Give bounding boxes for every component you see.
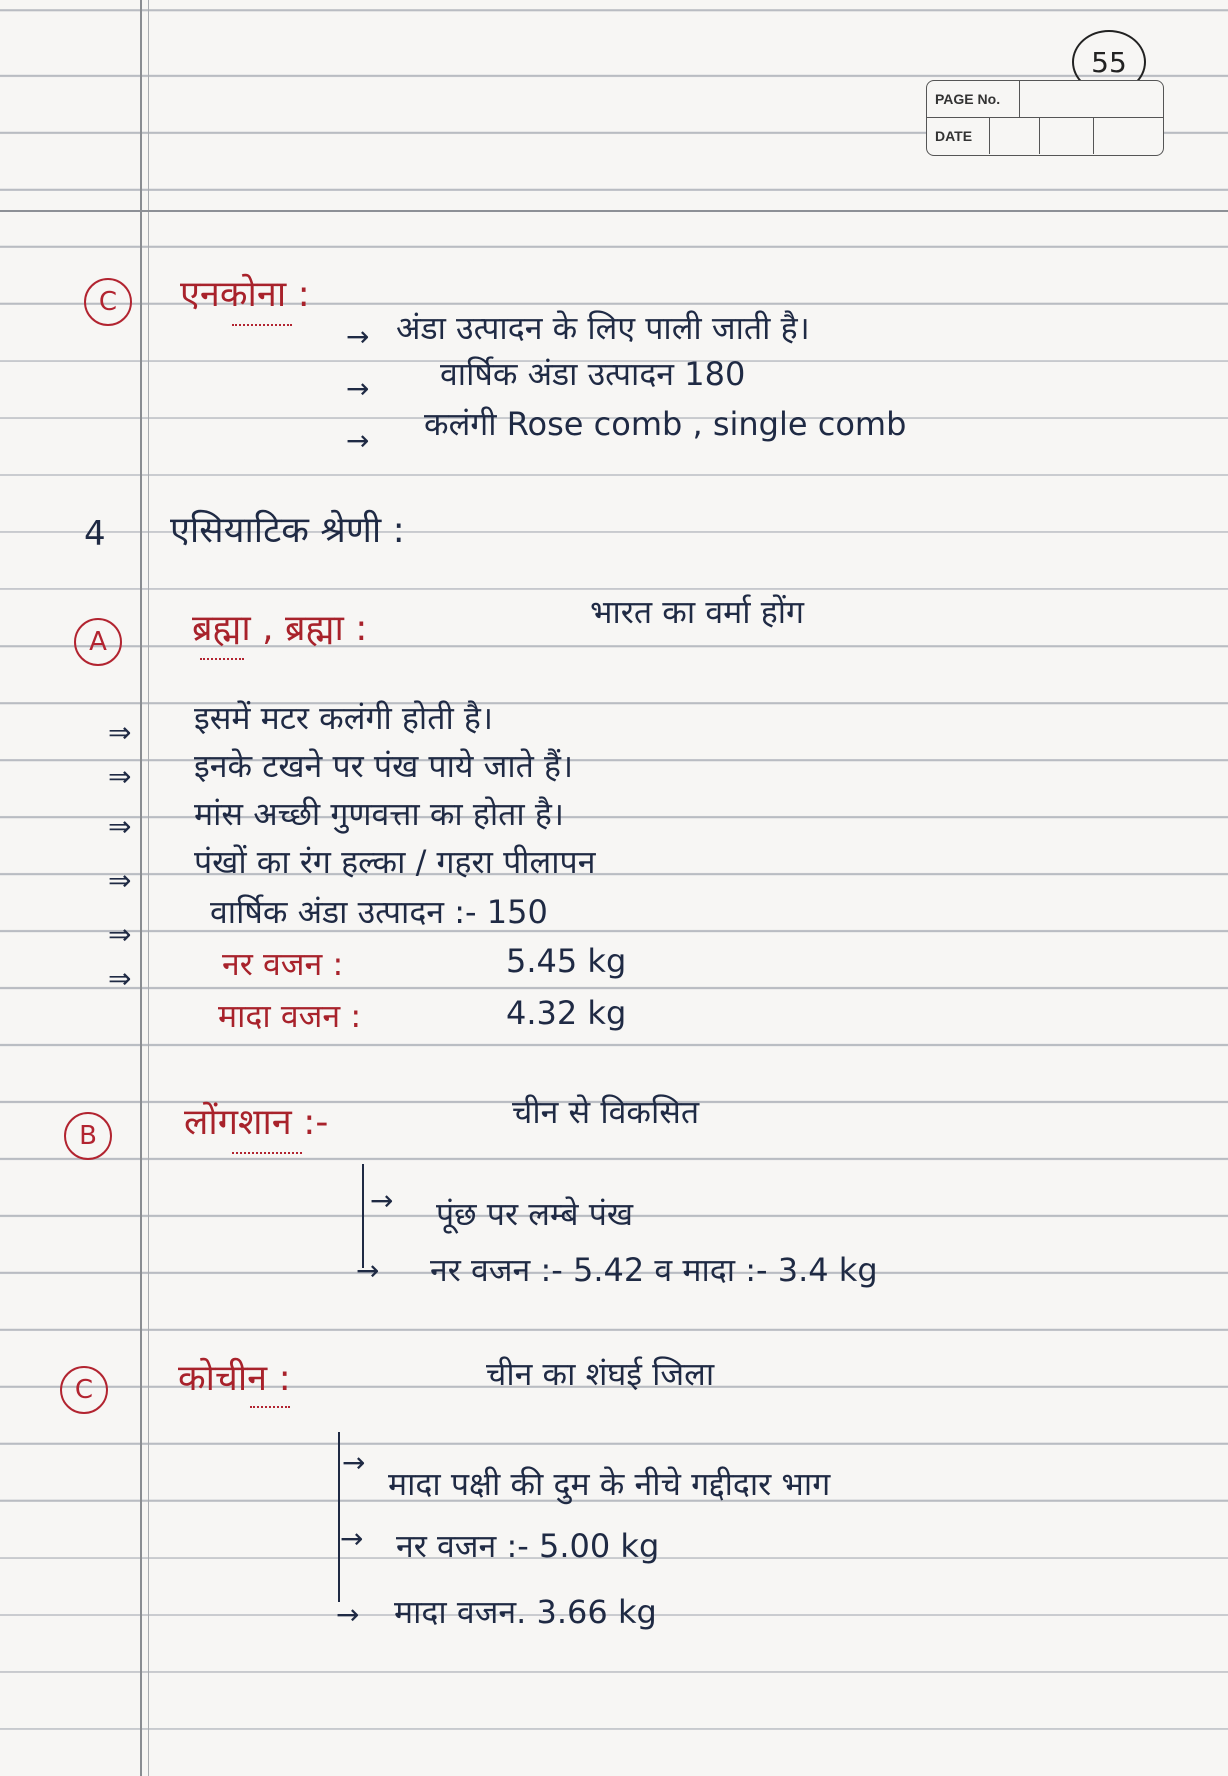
brahma-origin: भारत का वर्मा होंग <box>590 593 805 631</box>
ancona-title: एनकोना : <box>180 274 310 315</box>
cochin-line-1: मादा पक्षी की दुम के नीचे गद्दीदार भाग <box>388 1465 831 1503</box>
langshan-title: लोंगशान :- <box>184 1102 329 1143</box>
ancona-line-1: अंडा उत्पादन के लिए पाली जाती है। <box>396 309 810 347</box>
title-underline <box>200 652 244 660</box>
asiatic-title: एसियाटिक श्रेणी : <box>170 510 405 551</box>
implies-icon: ⇒ <box>108 810 132 843</box>
arrow-icon: → <box>342 1446 366 1479</box>
implies-icon: ⇒ <box>108 760 132 793</box>
brahma-male-weight: 5.45 kg <box>506 942 627 980</box>
margin-rule <box>140 0 142 1776</box>
brahma-title: ब्रह्मा , ब्रह्मा : <box>192 608 368 649</box>
cochin-title: कोचीन : <box>178 1358 291 1399</box>
implies-icon: ⇒ <box>108 864 132 897</box>
page-no-cell-divider <box>1019 81 1020 117</box>
arrow-icon: → <box>336 1598 360 1631</box>
margin-rule-secondary <box>148 0 149 1776</box>
arrow-icon: → <box>340 1522 364 1555</box>
date-cell-divider-2 <box>1039 118 1040 154</box>
brahma-male-weight-label: नर वजन : <box>222 945 344 983</box>
section-marker-b: B <box>64 1112 112 1160</box>
arrow-icon: → <box>346 372 370 405</box>
brahma-point-4: पंखों का रंग हल्का / गहरा पीलापन <box>194 843 596 881</box>
ancona-line-2: वार्षिक अंडा उत्पादन 180 <box>440 355 746 393</box>
arrow-icon: → <box>370 1184 394 1217</box>
brahma-point-3: मांस अच्छी गुणवत्ता का होता है। <box>194 795 564 833</box>
page-no-row <box>927 81 1163 118</box>
date-label: DATE <box>935 128 973 144</box>
brahma-point-2: इनके टखने पर पंख पाये जाते हैं। <box>194 747 574 785</box>
implies-icon: ⇒ <box>108 918 132 951</box>
brahma-point-1: इसमें मटर कलंगी होती है। <box>194 699 494 737</box>
brahma-female-weight-label: मादा वजन : <box>218 997 362 1035</box>
arrow-icon: → <box>356 1254 380 1287</box>
implies-icon: ⇒ <box>108 962 132 995</box>
langshan-line-1: पूंछ पर लम्बे पंख <box>436 1195 634 1233</box>
page-no-label: PAGE No. <box>935 91 1001 107</box>
implies-icon: ⇒ <box>108 716 132 749</box>
ancona-line-3: कलंगी Rose comb , single comb <box>424 405 907 443</box>
header-rule <box>0 210 1228 212</box>
brahma-point-5: वार्षिक अंडा उत्पादन :- 150 <box>210 893 548 931</box>
brahma-female-weight: 4.32 kg <box>506 994 627 1032</box>
arrow-icon: → <box>346 320 370 353</box>
page-date-box <box>926 80 1164 156</box>
date-cell-divider-3 <box>1093 118 1094 154</box>
section-number: 4 <box>84 514 106 554</box>
title-underline <box>232 1146 302 1154</box>
title-underline <box>232 318 292 326</box>
branch-bracket <box>338 1432 340 1602</box>
date-cell-divider-1 <box>989 118 990 154</box>
langshan-line-2: नर वजन :- 5.42 व मादा :- 3.4 kg <box>430 1251 878 1289</box>
cochin-line-2: नर वजन :- 5.00 kg <box>396 1527 660 1565</box>
title-underline <box>250 1400 290 1408</box>
section-marker-a: A <box>74 618 122 666</box>
arrow-icon: → <box>346 424 370 457</box>
cochin-line-3: मादा वजन. 3.66 kg <box>394 1593 657 1631</box>
langshan-origin: चीन से विकसित <box>512 1093 700 1131</box>
cochin-origin: चीन का शंघई जिला <box>486 1355 715 1393</box>
date-row <box>927 118 1163 154</box>
branch-bracket <box>362 1164 364 1268</box>
section-marker-c1: C <box>84 278 132 326</box>
section-marker-c2: C <box>60 1366 108 1414</box>
page-number: 55 <box>1072 30 1146 94</box>
